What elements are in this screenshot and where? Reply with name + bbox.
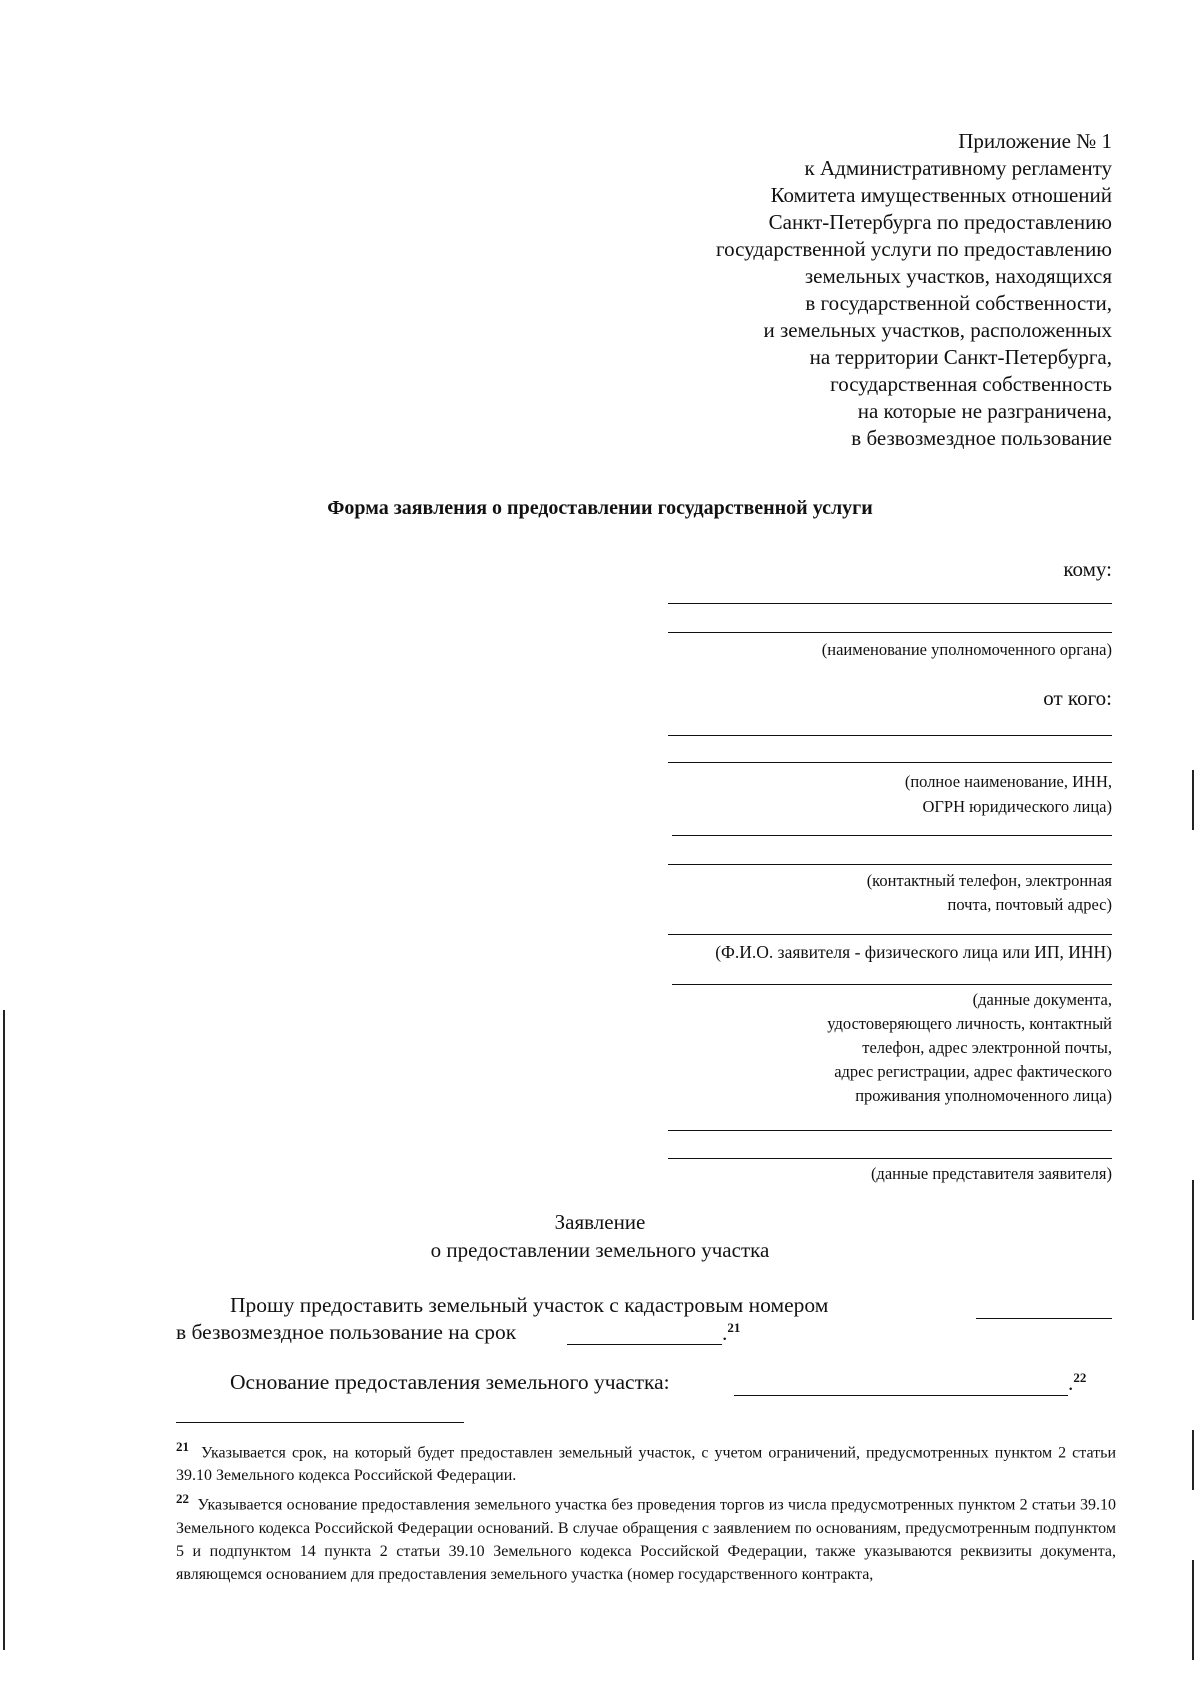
appendix-line: в государственной собственности, xyxy=(805,291,1112,315)
scan-edge-left xyxy=(3,1010,5,1650)
appendix-line: Санкт-Петербурга по предоставлению xyxy=(768,210,1112,234)
appendix-line: на которые не разграничена, xyxy=(857,399,1112,423)
caption-legal-2: ОГРН юридического лица) xyxy=(922,797,1112,816)
from-field-line-1[interactable] xyxy=(668,735,1112,736)
from-field-line-2[interactable] xyxy=(668,762,1112,763)
basis-line: Основание предоставления земельного участка: xyxy=(230,1370,670,1394)
appendix-line: Комитета имущественных отношений xyxy=(770,183,1112,207)
scan-edge-right-2 xyxy=(1192,1180,1194,1320)
request-line-2: в безвозмездное пользование на срок xyxy=(176,1320,517,1344)
caption-rep: (данные представителя заявителя) xyxy=(870,1164,1112,1183)
to-label: кому: xyxy=(1063,557,1112,581)
footnote-ref-21: .$^{21}$ xyxy=(722,1320,741,1346)
appendix-line: и земельных участков, расположенных xyxy=(763,318,1112,342)
footnote-ref-22: .$^{22}$ xyxy=(1068,1370,1087,1396)
to-field-line-1[interactable] xyxy=(668,603,1112,604)
caption-doc-3: телефон, адрес электронной почты, xyxy=(862,1038,1112,1057)
caption-contact-1: (контактный телефон, электронная xyxy=(866,871,1112,890)
form-title: Форма заявления о предоставлении государственной услуги xyxy=(327,497,873,519)
footnote-21: $^{21}$ Указывается срок, на который будет предоставлен земельный участок, с учетом ограничений, предусмотренных пунктом 2 статьи 39.10 Земельного кодекса Российской Федерации. xyxy=(176,1439,1117,1485)
contact-field-line-1[interactable] xyxy=(672,835,1112,836)
term-field[interactable] xyxy=(567,1344,722,1345)
request-line-1: Прошу предоставить земельный участок с кадастровым номером xyxy=(230,1293,829,1317)
appendix-line: государственная собственность xyxy=(830,372,1112,396)
caption-doc-1: (данные документа, xyxy=(972,990,1112,1009)
caption-doc-2: удостоверяющего личность, контактный xyxy=(827,1014,1112,1033)
caption-contact-2: почта, почтовый адрес) xyxy=(947,895,1112,914)
rep-field-line-2[interactable] xyxy=(668,1158,1112,1159)
to-field-line-2[interactable] xyxy=(668,632,1112,633)
rep-field-line-1[interactable] xyxy=(668,1130,1112,1131)
doc-field-line[interactable] xyxy=(672,984,1112,985)
to-caption: (наименование уполномоченного органа) xyxy=(821,640,1112,659)
statement-subtitle: о предоставлении земельного участка xyxy=(430,1238,770,1262)
scan-edge-right-1 xyxy=(1192,770,1194,830)
appendix-line: на территории Санкт-Петербурга, xyxy=(809,345,1112,369)
appendix-line: в безвозмездное пользование xyxy=(851,426,1112,450)
from-label: от кого: xyxy=(1043,686,1112,710)
footnote-22: $^{22}$ Указывается основание предоставления земельного участка без проведения торгов из числа предусмотренных пунктом 2 статьи 39.10 Земельного кодекса Российской Федерации оснований. В случае обращения с заявлением по основаниям, предусмотренным подпунктом 5 и подпунктом 14 пункта 2 статьи 39.10 Земельного кодекса Российской Федерации, также указываются реквизиты документа, являющемся основанием для предоставления земельного участка (номер государственного контракта, xyxy=(176,1491,1117,1583)
scan-edge-right-3 xyxy=(1192,1430,1194,1490)
appendix-line: земельных участков, находящихся xyxy=(804,264,1112,288)
caption-person: (Ф.И.О. заявителя - физического лица или ИП, ИНН) xyxy=(715,942,1112,962)
cadastral-number-field[interactable] xyxy=(976,1318,1112,1319)
contact-field-line-2[interactable] xyxy=(668,864,1112,865)
scan-edge-right-4 xyxy=(1192,1560,1194,1660)
caption-legal-1: (полное наименование, ИНН, xyxy=(904,772,1112,791)
appendix-header xyxy=(472,128,1112,452)
person-field-line[interactable] xyxy=(668,934,1112,935)
appendix-line: государственной услуги по предоставлению xyxy=(716,237,1112,261)
statement-title: Заявление xyxy=(554,1210,646,1234)
caption-doc-5: проживания уполномоченного лица) xyxy=(855,1086,1112,1105)
footnotes xyxy=(176,1435,1116,1586)
caption-doc-4: адрес регистрации, адрес фактического xyxy=(834,1062,1112,1081)
footnote-divider xyxy=(176,1422,464,1423)
appendix-line: к Административному регламенту xyxy=(804,156,1112,180)
appendix-line: Приложение № 1 xyxy=(958,129,1112,153)
basis-field[interactable] xyxy=(734,1395,1068,1396)
